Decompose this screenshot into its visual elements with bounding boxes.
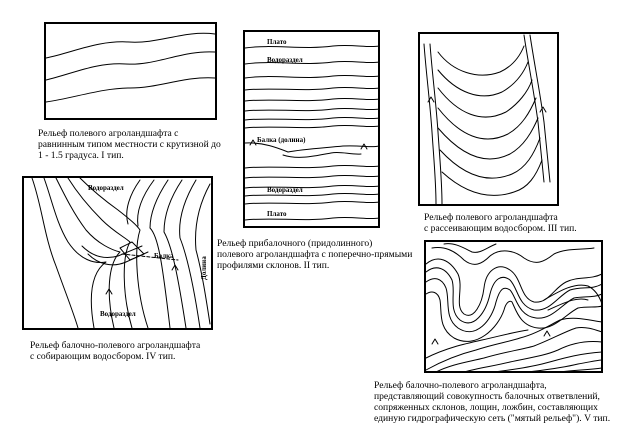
type4-label-gully: Балка: [154, 252, 174, 260]
type3-caption: Рельеф полевого агроландшафта с рассеивающим водосбором. III тип.: [424, 212, 577, 234]
type1-frame: [45, 23, 216, 119]
type3-contour-map: [418, 32, 560, 207]
type5-contour-map: [424, 240, 604, 374]
type5-caption: Рельеф балочно-полевого агроландшафта, представляющий совокупность балочных ответвлений, сопряженных склонов, лощин, ложбин, составляющих единую гидрографическую сеть ("мятый рельеф"). V тип.: [374, 380, 611, 424]
type4-label-valley: Долина: [200, 256, 208, 280]
type2-label-watershed-bottom: Водораздел: [267, 186, 303, 194]
type2-caption: Рельеф прибалочного (придолинного) полевого агроландшафта с поперечно-прямыми профилями склонов. II тип.: [217, 238, 413, 271]
type3-slope-mark: [540, 107, 546, 112]
type4-contour-map: [22, 176, 214, 332]
type4-label-watershed-bottom: Водораздел: [100, 310, 136, 318]
type4-caption: Рельеф балочно-полевого агроландшафта с собирающим водосбором. IV тип.: [30, 340, 201, 362]
type2-label-watershed-top: Водораздел: [267, 56, 303, 64]
type1-contour-map: [44, 22, 218, 122]
type2-label-plateau-top: Плато: [267, 38, 287, 46]
type4-label-watershed-top: Водораздел: [88, 184, 124, 192]
type5-slope-mark: [432, 339, 438, 344]
type2-label-plateau-bottom: Плато: [267, 210, 287, 218]
type2-contour-map: [243, 30, 381, 230]
type5-slope-mark: [544, 331, 550, 336]
type2-label-gully: Балка (долина): [257, 136, 306, 144]
type1-caption: Рельеф полевого агроландшафта с равнинным типом местности с крутизной до 1 - 1.5 градуса. I тип.: [38, 128, 221, 161]
type2-frame: [244, 31, 379, 227]
